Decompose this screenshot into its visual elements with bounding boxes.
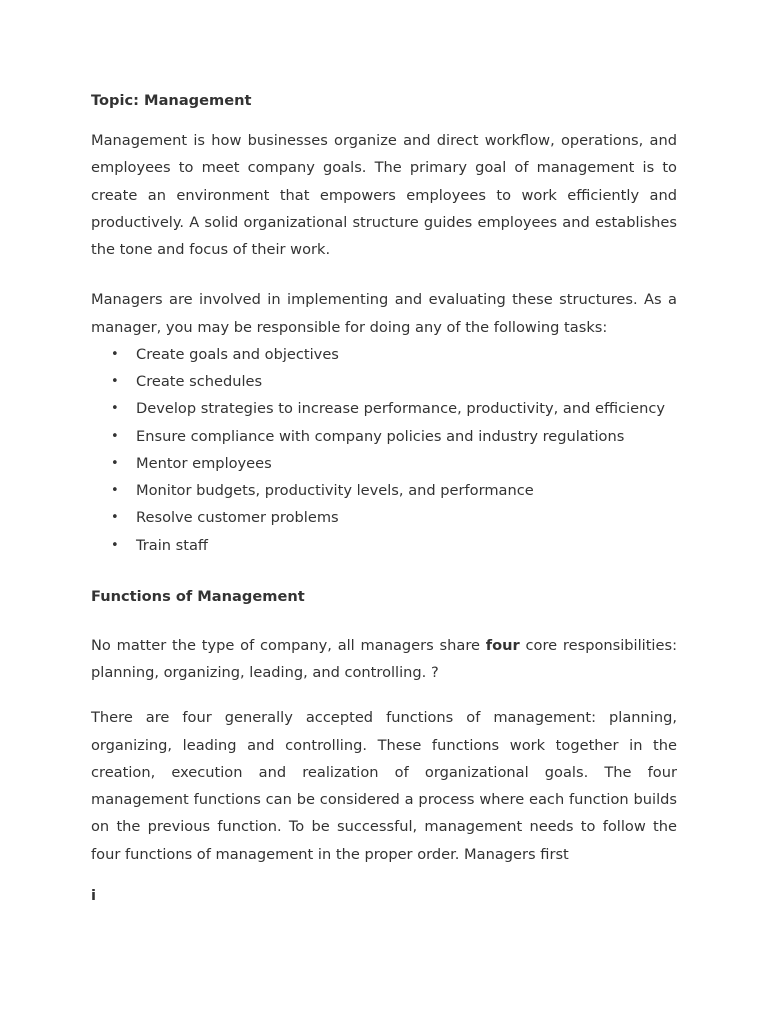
list-item-text: Resolve customer problems <box>136 509 339 527</box>
share-text-before: No matter the type of company, all managers share <box>91 636 486 654</box>
document-page <box>91 89 677 908</box>
share-text-after: core responsibilities: planning, organizing, leading, and controlling. ? <box>91 636 677 681</box>
share-text-bold: four <box>485 636 520 654</box>
bullet-icon: • <box>111 401 119 417</box>
share-paragraph <box>91 632 677 687</box>
list-item <box>91 341 677 368</box>
list-item <box>91 395 677 422</box>
list-item <box>91 504 677 531</box>
bullet-icon: • <box>111 537 119 553</box>
bullet-icon: • <box>111 510 119 526</box>
list-item <box>91 368 677 395</box>
task-list <box>91 341 677 559</box>
functions-heading: Functions of Management <box>91 587 305 605</box>
bullet-icon: • <box>111 347 119 363</box>
stray-character: i <box>91 887 97 905</box>
list-item <box>91 532 677 559</box>
list-item <box>91 450 677 477</box>
intro-paragraph: Management is how businesses organize and direct workflow, operations, and employees to meet company goals. The primary goal of management is to create an environment that empowers employees to work efficiently and productively. A solid organizational structure guides employees and establishes the tone and focus of their work. <box>91 132 677 259</box>
four-functions-paragraph: There are four generally accepted functions of management: planning, organizing, leading and controlling. These functions work together in the creation, execution and realization of organizational goals. The four management functions can be considered a process where each function builds on the previous function. To be successful, management needs to follow the four functions of management in the proper order. Managers first <box>91 709 677 863</box>
bullet-icon: • <box>111 455 119 471</box>
list-item-text: Monitor budgets, productivity levels, and performance <box>136 482 534 500</box>
bullet-icon: • <box>111 483 119 499</box>
list-item-text: Ensure compliance with company policies and industry regulations <box>136 427 625 445</box>
topic-heading: Topic: Management <box>91 92 252 109</box>
list-item-text: Create schedules <box>136 373 263 391</box>
list-item-text: Create goals and objectives <box>136 346 339 364</box>
list-item <box>91 477 677 504</box>
list-item-text: Train staff <box>136 536 208 554</box>
list-item-text: Develop strategies to increase performance, productivity, and efficiency <box>136 400 666 418</box>
bullet-icon: • <box>111 428 119 444</box>
list-item <box>91 423 677 450</box>
bullet-icon: • <box>111 374 119 390</box>
managers-paragraph: Managers are involved in implementing and evaluating these structures. As a manager, you may be responsible for doing any of the following tasks: <box>91 291 677 336</box>
list-item-text: Mentor employees <box>136 454 272 472</box>
